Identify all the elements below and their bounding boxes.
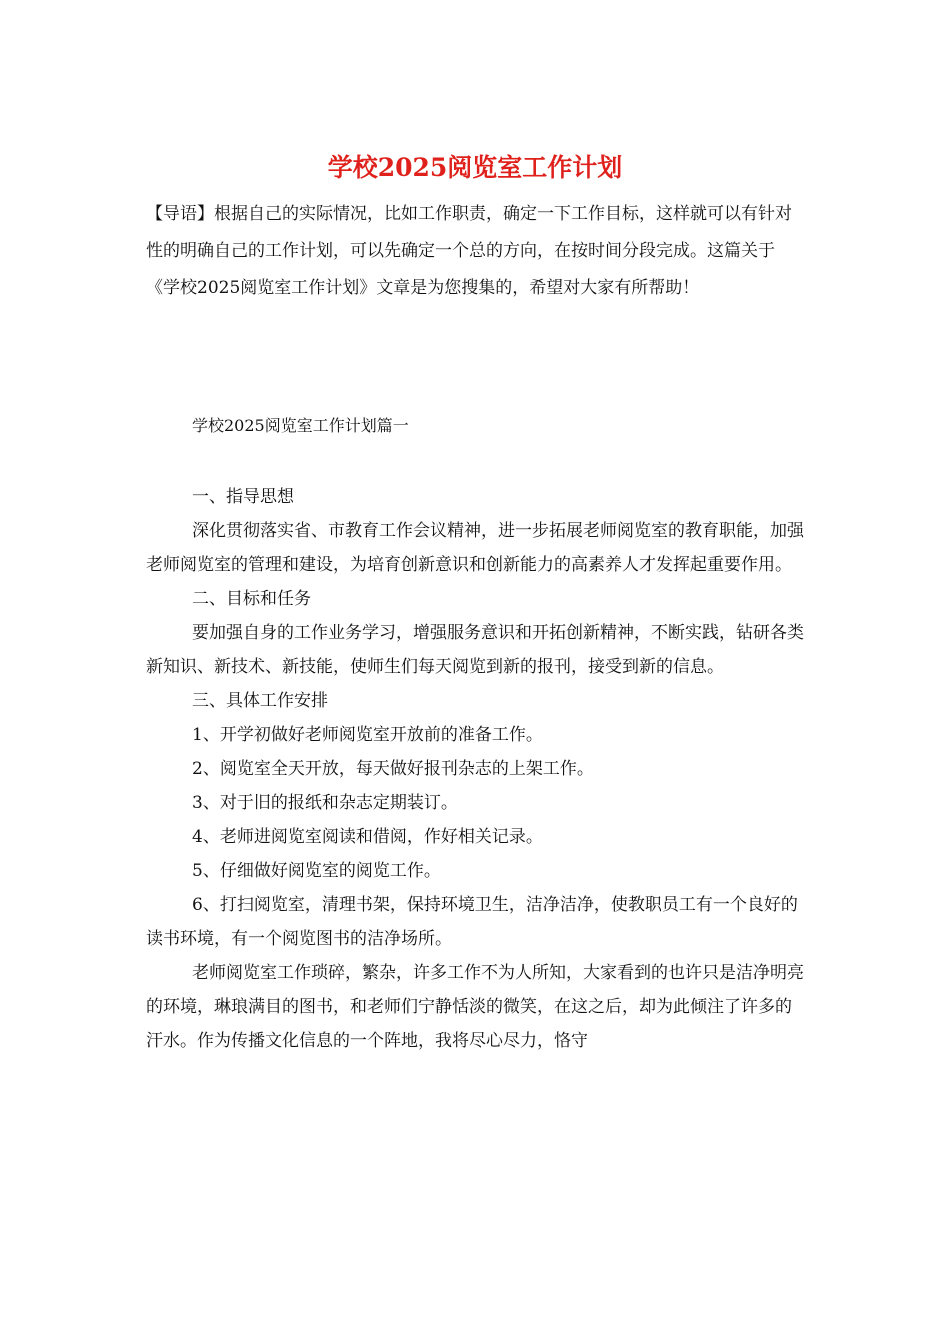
section-title: 学校2025阅览室工作计划篇一 xyxy=(192,416,409,435)
paragraph-guiding-thought: 深化贯彻落实省、市教育工作会议精神，进一步拓展老师阅览室的教育职能，加强老师阅览室的管理和建设，为培育创新意识和创新能力的高素养人才发挥起重要作用。 xyxy=(146,521,804,575)
list-item: 4、老师进阅览室阅读和借阅，作好相关记录。 xyxy=(192,827,543,847)
heading-goals-tasks: 二、目标和任务 xyxy=(192,589,311,609)
list-item: 6、打扫阅览室，清理书架，保持环境卫生，洁净洁净，使教职员工有一个良好的读书环境，有一个阅览图书的洁净场所。 xyxy=(146,895,798,949)
list-item: 5、仔细做好阅览室的阅览工作。 xyxy=(192,861,441,881)
paragraph-closing: 老师阅览室工作琐碎，繁杂，许多工作不为人所知，大家看到的也许只是洁净明亮的环境，琳琅满目的图书，和老师们宁静恬淡的微笑，在这之后，却为此倾注了许多的汗水。作为传播文化信息的一个阵地，我将尽心尽力，恪守 xyxy=(146,963,804,1051)
document-body xyxy=(146,480,808,1058)
paragraph-goals-tasks: 要加强自身的工作业务学习，增强服务意识和开拓创新精神，不断实践，钻研各类新知识、新技术、新技能，使师生们每天阅览到新的报刊，接受到新的信息。 xyxy=(146,623,804,677)
heading-work-arrangement: 三、具体工作安排 xyxy=(192,691,328,711)
list-item: 1、开学初做好老师阅览室开放前的准备工作。 xyxy=(192,725,543,745)
document-title: 学校2025阅览室工作计划 xyxy=(327,153,623,182)
list-item: 2、阅览室全天开放，每天做好报刊杂志的上架工作。 xyxy=(192,759,594,779)
heading-guiding-thought: 一、指导思想 xyxy=(192,487,294,507)
intro-paragraph: 【导语】根据自己的实际情况，比如工作职责，确定一下工作目标，这样就可以有针对性的明确自己的工作计划，可以先确定一个总的方向，在按时间分段完成。这篇关于《学校2025阅览室工作计划》文章是为您搜集的，希望对大家有所帮助！ xyxy=(146,204,792,298)
list-item: 3、对于旧的报纸和杂志定期装订。 xyxy=(192,793,458,813)
